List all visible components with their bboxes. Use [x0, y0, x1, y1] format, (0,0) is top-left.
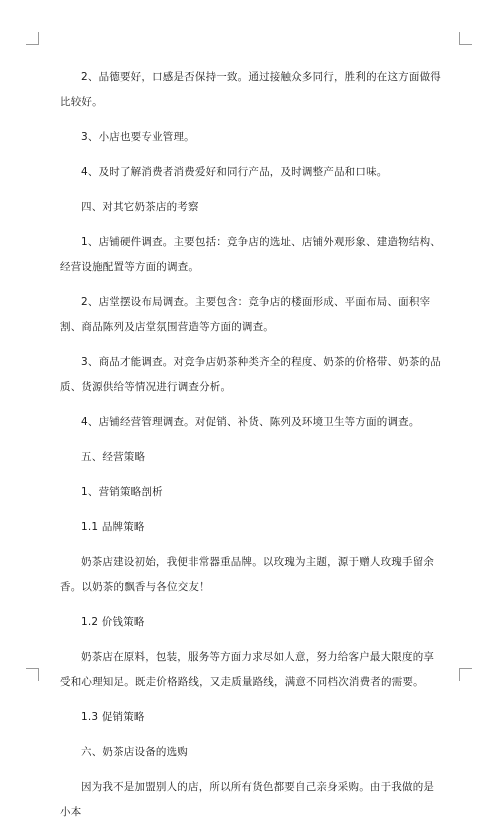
section-heading-competitors: 四、对其它奶茶店的考察	[81, 201, 199, 213]
paragraph-quality: 2、品德要好，口感是否保持一致。通过接触众多同行，胜利的在这方面做得比较好。	[60, 71, 441, 108]
paragraph-purchasing: 因为我不是加盟别人的店，所以所有货色都要自己亲身采购。由于我做的是小本	[60, 781, 435, 818]
subheading-brand: 1.1 品牌策略	[81, 521, 145, 533]
subheading-marketing: 1、营销策略剖析	[81, 486, 163, 498]
paragraph-products: 3、商品才能调查。对竞争店奶茶种类齐全的程度、奶茶的价格带、奶茶的品质、货源供给等情况进行调查分析。	[60, 356, 441, 393]
paragraph-hardware: 1、店铺硬件调查。主要包括：竞争店的选址、店铺外观形象、建造物结构、经营设施配置等方面的调查。	[60, 236, 441, 273]
paragraph-brand: 奶茶店建设初始，我便非常器重品牌。以玫瑰为主题，源于赠人玫瑰手留余香。以奶茶的飘香与各位交友！	[60, 556, 435, 593]
crop-mark-bottom-right	[459, 668, 472, 681]
subheading-promotion: 1.3 促销策略	[81, 711, 145, 723]
crop-mark-top-left	[26, 32, 39, 45]
paragraph-management: 3、小店也要专业管理。	[81, 131, 195, 143]
subheading-price: 1.2 价钱策略	[81, 616, 145, 628]
section-heading-strategy: 五、经营策略	[81, 451, 146, 463]
paragraph-operations: 4、店铺经营管理调查。对促销、补货、陈列及环境卫生等方面的调查。	[81, 416, 420, 428]
paragraph-layout: 2、店堂摆设布局调查。主要包含：竞争店的楼面形成、平面布局、面积宰割、商品陈列及店堂氛围营造等方面的调查。	[60, 296, 431, 333]
section-heading-equipment: 六、奶茶店设备的选购	[81, 746, 188, 758]
paragraph-price: 奶茶店在原料，包装，服务等方面力求尽如人意，努力给客户最大限度的享受和心理知足。既走价格路线，又走质量路线，满意不同档次消费者的需要。	[60, 651, 435, 688]
crop-mark-bottom-left	[26, 668, 39, 681]
paragraph-consumer: 4、及时了解消费者消费爱好和同行产品，及时调整产品和口味。	[81, 166, 388, 178]
document-body	[60, 65, 442, 835]
crop-mark-top-right	[459, 32, 472, 45]
